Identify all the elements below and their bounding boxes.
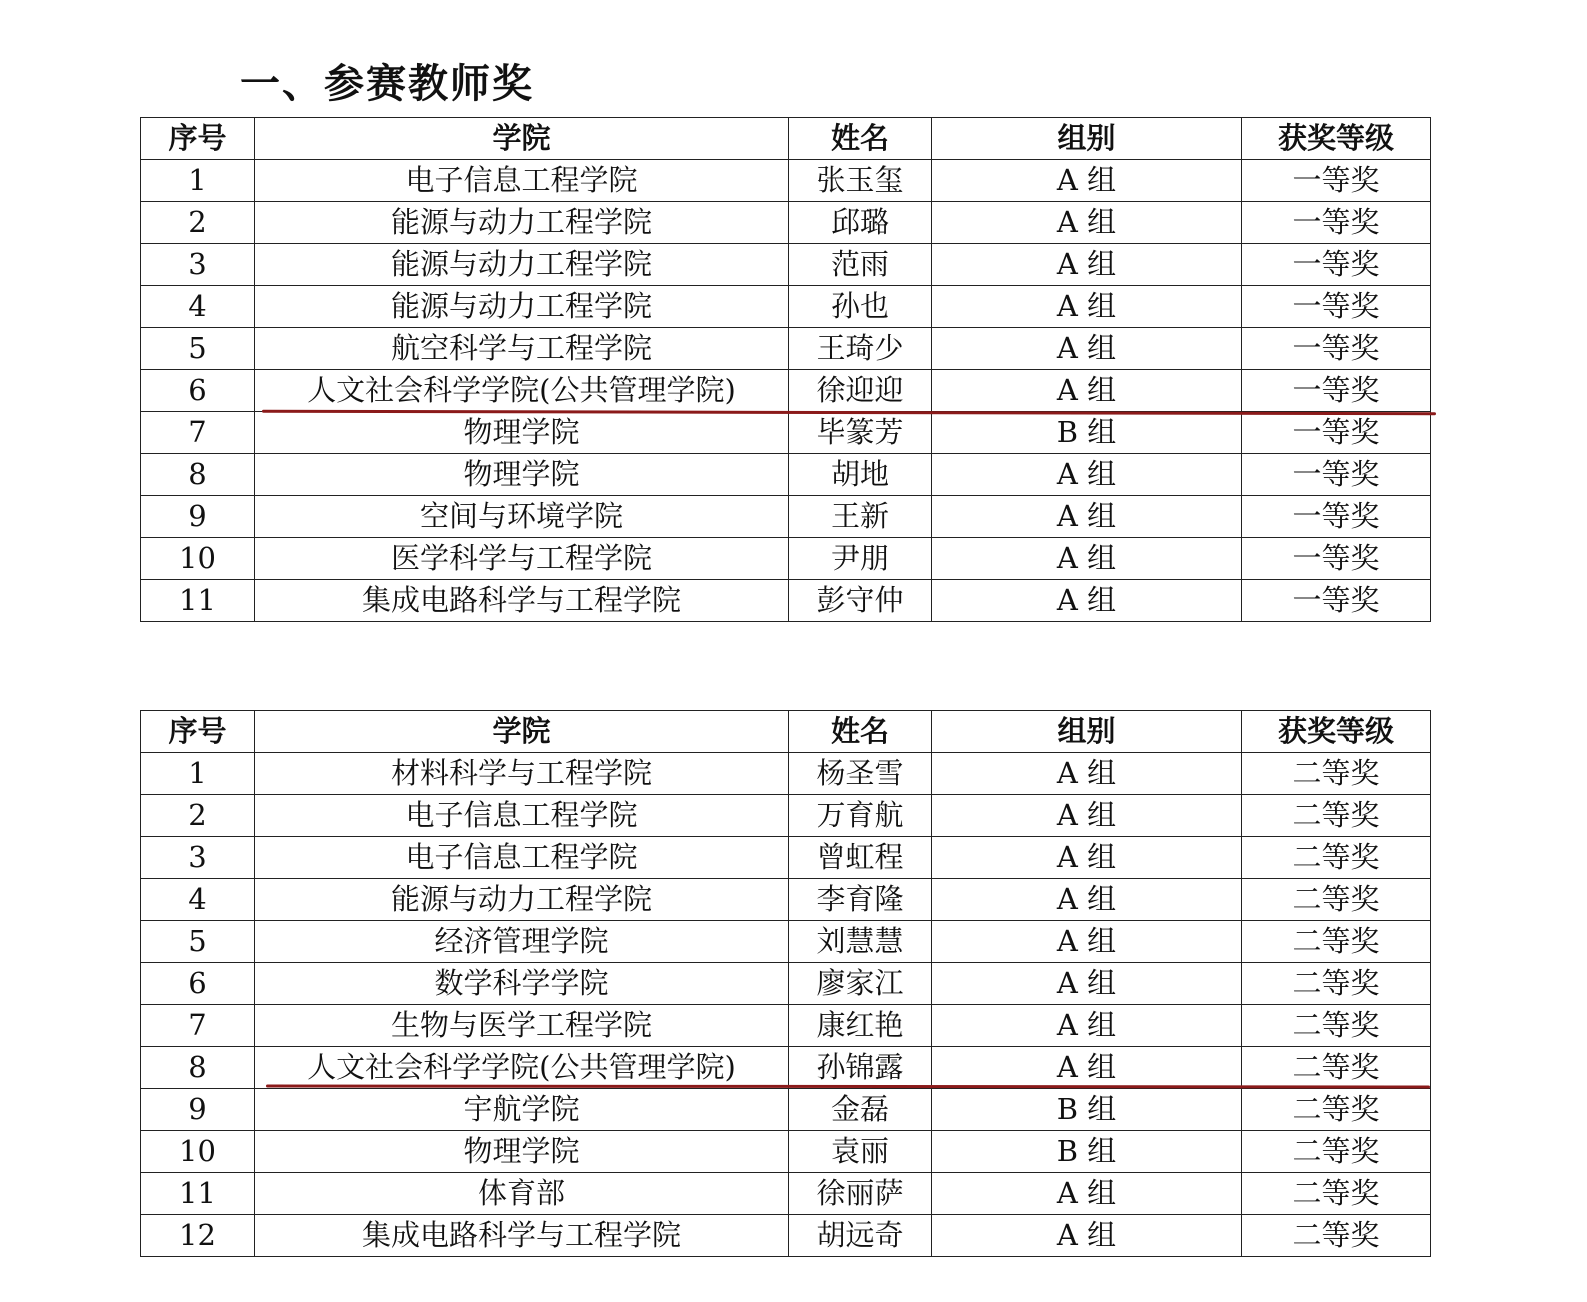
header-group: 组别 — [932, 711, 1242, 753]
cell-award: 二等奖 — [1242, 879, 1431, 921]
table-row — [141, 1005, 1431, 1047]
cell-college: 生物与医学工程学院 — [255, 1005, 789, 1047]
cell-college: 能源与动力工程学院 — [255, 286, 789, 328]
cell-name: 袁丽 — [789, 1131, 932, 1173]
table-row — [141, 538, 1431, 580]
cell-no: 4 — [141, 286, 255, 328]
cell-college: 航空科学与工程学院 — [255, 328, 789, 370]
cell-award: 二等奖 — [1242, 921, 1431, 963]
cell-college: 材料科学与工程学院 — [255, 753, 789, 795]
cell-college: 物理学院 — [255, 412, 789, 454]
cell-no: 2 — [141, 202, 255, 244]
cell-group: A 组 — [932, 1047, 1242, 1089]
cell-name: 杨圣雪 — [789, 753, 932, 795]
cell-group: A 组 — [932, 286, 1242, 328]
table-row — [141, 1173, 1431, 1215]
cell-college: 人文社会科学学院(公共管理学院) — [255, 370, 789, 412]
cell-name: 曾虹程 — [789, 837, 932, 879]
header-no: 序号 — [141, 118, 255, 160]
table-row — [141, 244, 1431, 286]
cell-name: 胡远奇 — [789, 1215, 932, 1257]
cell-group: A 组 — [932, 1005, 1242, 1047]
cell-no: 5 — [141, 921, 255, 963]
cell-group: A 组 — [932, 454, 1242, 496]
cell-college: 体育部 — [255, 1173, 789, 1215]
table-row — [141, 963, 1431, 1005]
cell-college: 数学科学学院 — [255, 963, 789, 1005]
cell-name: 刘慧慧 — [789, 921, 932, 963]
cell-no: 10 — [141, 538, 255, 580]
cell-name: 孙锦露 — [789, 1047, 932, 1089]
header-name: 姓名 — [789, 711, 932, 753]
cell-award: 一等奖 — [1242, 328, 1431, 370]
table-row — [141, 879, 1431, 921]
table-row — [141, 1131, 1431, 1173]
table-row — [141, 580, 1431, 622]
cell-group: A 组 — [932, 496, 1242, 538]
cell-no: 9 — [141, 496, 255, 538]
cell-no: 3 — [141, 837, 255, 879]
cell-no: 7 — [141, 1005, 255, 1047]
cell-group: A 组 — [932, 328, 1242, 370]
cell-group: B 组 — [932, 1131, 1242, 1173]
cell-award: 一等奖 — [1242, 412, 1431, 454]
cell-group: A 组 — [932, 370, 1242, 412]
cell-group: A 组 — [932, 538, 1242, 580]
cell-college: 集成电路科学与工程学院 — [255, 1215, 789, 1257]
cell-no: 4 — [141, 879, 255, 921]
cell-award: 一等奖 — [1242, 370, 1431, 412]
table-row — [141, 496, 1431, 538]
cell-no: 3 — [141, 244, 255, 286]
cell-no: 8 — [141, 1047, 255, 1089]
cell-college: 物理学院 — [255, 454, 789, 496]
table-row — [141, 160, 1431, 202]
cell-no: 8 — [141, 454, 255, 496]
cell-no: 11 — [141, 1173, 255, 1215]
cell-award: 一等奖 — [1242, 202, 1431, 244]
cell-college: 物理学院 — [255, 1131, 789, 1173]
cell-college: 电子信息工程学院 — [255, 837, 789, 879]
cell-name: 孙也 — [789, 286, 932, 328]
cell-college: 人文社会科学学院(公共管理学院) — [255, 1047, 789, 1089]
cell-award: 二等奖 — [1242, 1173, 1431, 1215]
cell-group: B 组 — [932, 412, 1242, 454]
first-prize-table — [140, 117, 1431, 622]
cell-award: 二等奖 — [1242, 753, 1431, 795]
cell-award: 二等奖 — [1242, 1089, 1431, 1131]
cell-name: 胡地 — [789, 454, 932, 496]
table-row — [141, 454, 1431, 496]
header-college: 学院 — [255, 118, 789, 160]
cell-name: 徐迎迎 — [789, 370, 932, 412]
table-row — [141, 1047, 1431, 1089]
cell-award: 二等奖 — [1242, 1131, 1431, 1173]
cell-group: A 组 — [932, 1173, 1242, 1215]
cell-college: 能源与动力工程学院 — [255, 244, 789, 286]
cell-no: 1 — [141, 753, 255, 795]
cell-group: A 组 — [932, 580, 1242, 622]
cell-no: 6 — [141, 370, 255, 412]
cell-award: 一等奖 — [1242, 244, 1431, 286]
cell-name: 徐丽萨 — [789, 1173, 932, 1215]
cell-no: 1 — [141, 160, 255, 202]
second-prize-table — [140, 710, 1431, 1257]
table-row — [141, 202, 1431, 244]
table-row — [141, 921, 1431, 963]
cell-award: 一等奖 — [1242, 454, 1431, 496]
cell-college: 经济管理学院 — [255, 921, 789, 963]
table-row — [141, 795, 1431, 837]
header-row — [141, 118, 1431, 160]
cell-name: 彭守仲 — [789, 580, 932, 622]
header-group: 组别 — [932, 118, 1242, 160]
cell-name: 毕篆芳 — [789, 412, 932, 454]
cell-group: A 组 — [932, 837, 1242, 879]
table-row — [141, 1089, 1431, 1131]
cell-name: 张玉玺 — [789, 160, 932, 202]
table-row — [141, 1215, 1431, 1257]
table-row — [141, 370, 1431, 412]
header-row — [141, 711, 1431, 753]
cell-name: 邱璐 — [789, 202, 932, 244]
cell-name: 万育航 — [789, 795, 932, 837]
cell-no: 2 — [141, 795, 255, 837]
table-row — [141, 412, 1431, 454]
cell-award: 二等奖 — [1242, 1005, 1431, 1047]
cell-group: A 组 — [932, 921, 1242, 963]
cell-group: A 组 — [932, 963, 1242, 1005]
cell-award: 一等奖 — [1242, 580, 1431, 622]
header-name: 姓名 — [789, 118, 932, 160]
cell-award: 一等奖 — [1242, 160, 1431, 202]
cell-college: 能源与动力工程学院 — [255, 202, 789, 244]
cell-group: A 组 — [932, 879, 1242, 921]
cell-award: 二等奖 — [1242, 837, 1431, 879]
cell-group: B 组 — [932, 1089, 1242, 1131]
cell-no: 7 — [141, 412, 255, 454]
cell-award: 二等奖 — [1242, 1047, 1431, 1089]
page-title: 一、参赛教师奖 — [240, 61, 534, 107]
cell-group: A 组 — [932, 160, 1242, 202]
cell-name: 王琦少 — [789, 328, 932, 370]
cell-group: A 组 — [932, 202, 1242, 244]
cell-college: 集成电路科学与工程学院 — [255, 580, 789, 622]
cell-college: 空间与环境学院 — [255, 496, 789, 538]
header-college: 学院 — [255, 711, 789, 753]
cell-group: A 组 — [932, 1215, 1242, 1257]
cell-no: 11 — [141, 580, 255, 622]
cell-no: 9 — [141, 1089, 255, 1131]
header-award: 获奖等级 — [1242, 711, 1431, 753]
cell-award: 二等奖 — [1242, 795, 1431, 837]
cell-no: 6 — [141, 963, 255, 1005]
table-row — [141, 286, 1431, 328]
cell-group: A 组 — [932, 244, 1242, 286]
cell-name: 康红艳 — [789, 1005, 932, 1047]
cell-award: 二等奖 — [1242, 1215, 1431, 1257]
cell-award: 一等奖 — [1242, 286, 1431, 328]
cell-college: 电子信息工程学院 — [255, 795, 789, 837]
cell-college: 能源与动力工程学院 — [255, 879, 789, 921]
cell-college: 医学科学与工程学院 — [255, 538, 789, 580]
cell-award: 二等奖 — [1242, 963, 1431, 1005]
cell-name: 尹朋 — [789, 538, 932, 580]
cell-no: 12 — [141, 1215, 255, 1257]
cell-name: 金磊 — [789, 1089, 932, 1131]
header-award: 获奖等级 — [1242, 118, 1431, 160]
cell-group: A 组 — [932, 753, 1242, 795]
table-row — [141, 328, 1431, 370]
cell-name: 王新 — [789, 496, 932, 538]
cell-no: 5 — [141, 328, 255, 370]
cell-group: A 组 — [932, 795, 1242, 837]
cell-award: 一等奖 — [1242, 496, 1431, 538]
cell-award: 一等奖 — [1242, 538, 1431, 580]
cell-name: 范雨 — [789, 244, 932, 286]
cell-no: 10 — [141, 1131, 255, 1173]
cell-name: 李育隆 — [789, 879, 932, 921]
cell-college: 宇航学院 — [255, 1089, 789, 1131]
header-no: 序号 — [141, 711, 255, 753]
cell-name: 廖家江 — [789, 963, 932, 1005]
cell-college: 电子信息工程学院 — [255, 160, 789, 202]
table-row — [141, 753, 1431, 795]
table-row — [141, 837, 1431, 879]
